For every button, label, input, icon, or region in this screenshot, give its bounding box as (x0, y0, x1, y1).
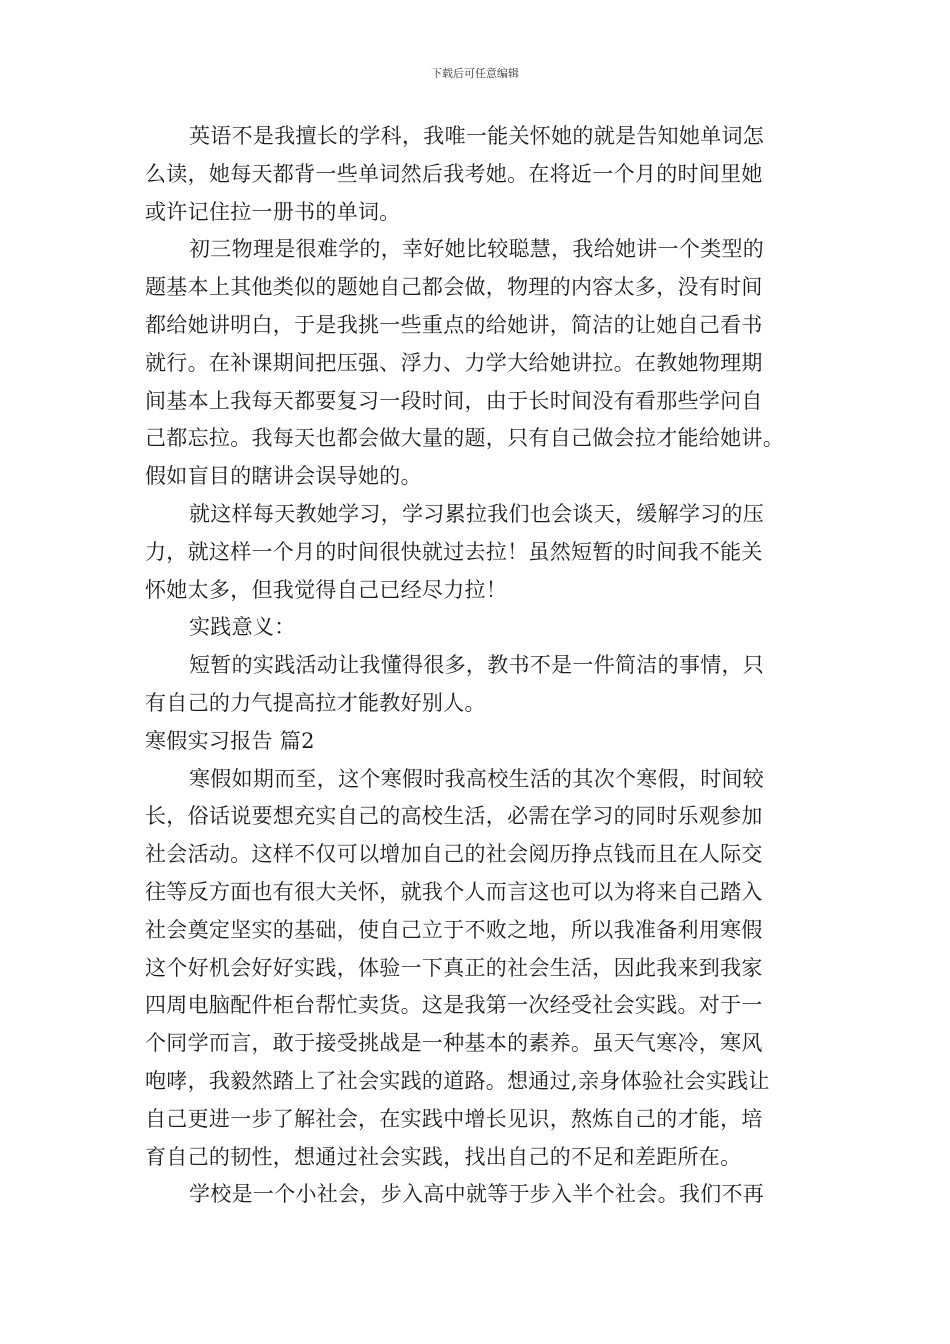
text-line: 假如盲目的瞎讲会误导她的。 (145, 464, 422, 489)
text-line: 怀她太多，但我觉得自己已经尽力拉！ (145, 577, 508, 602)
text-line: 都给她讲明白，于是我挑一些重点的给她讲，简洁的让她自己看书 (145, 312, 763, 337)
text-line: 己都忘拉。我每天也都会做大量的题，只有自己做会拉才能给她讲。 (145, 426, 784, 451)
text-line: 个同学而言，敢于接受挑战是一种基本的素养。虽天气寒冷，寒风 (145, 1031, 763, 1056)
text-line: 寒假如期而至，这个寒假时我高校生活的其次个寒假，时间较 (189, 766, 765, 791)
text-line: 社会活动。这样不仅可以增加自己的社会阅历挣点钱而且在人际交 (145, 842, 763, 867)
text-line: 寒假实习报告 篇2 (145, 728, 315, 753)
text-line: 就这样每天教她学习，学习累拉我们也会谈天，缓解学习的压 (189, 501, 765, 526)
text-line: 题基本上其他类似的题她自己都会做，物理的内容太多，没有时间 (145, 275, 763, 300)
text-line: 么读，她每天都背一些单词然后我考她。在将近一个月的时间里她 (145, 161, 763, 186)
text-line: 育自己的韧性，想通过社会实践，找出自己的不足和差距所在。 (145, 1144, 742, 1169)
text-line: 社会奠定坚实的基础，使自己立于不败之地，所以我准备利用寒假 (145, 917, 763, 942)
page-header: 下载后可任意编辑 (431, 67, 519, 80)
text-line: 英语不是我擅长的学科，我唯一能关怀她的就是告知她单词怎 (189, 124, 765, 148)
text-line: 咆哮，我毅然踏上了社会实践的道路。想通过,亲身体验社会实践让 (145, 1068, 770, 1093)
text-line: 就行。在补课期间把压强、浮力、力学大给她讲拉。在教她物理期 (145, 350, 763, 375)
text-line: 长，俗话说要想充实自己的高校生活，必需在学习的同时乐观参加 (145, 804, 763, 829)
text-line: 初三物理是很难学的，幸好她比较聪慧，我给她讲一个类型的 (189, 237, 765, 262)
text-line: 间基本上我每天都要复习一段时间，由于长时间没有看那些学问自 (145, 388, 763, 413)
text-line: 自己更进一步了解社会，在实践中增长见识，熬炼自己的才能，培 (145, 1106, 763, 1131)
text-line: 这个好机会好好实践，体验一下真正的社会生活，因此我来到我家 (145, 955, 763, 980)
text-line: 往等反方面也有很大关怀，就我个人而言这也可以为将来自己踏入 (145, 879, 763, 904)
text-line: 有自己的力气提高拉才能教好别人。 (145, 690, 486, 715)
text-line: 或许记住拉一册书的单词。 (145, 199, 401, 224)
text-line: 四周电脑配件柜台帮忙卖货。这是我第一次经受社会实践。对于一 (145, 993, 763, 1018)
text-line: 学校是一个小社会，步入高中就等于步入半个社会。我们不再 (189, 1182, 765, 1207)
text-line: 短暂的实践活动让我懂得很多，教书不是一件简洁的事情，只 (189, 653, 765, 678)
text-line: 实践意义： (189, 615, 296, 640)
document-body (145, 118, 805, 1214)
text-line: 力，就这样一个月的时间很快就过去拉！虽然短暂的时间我不能关 (145, 539, 763, 564)
